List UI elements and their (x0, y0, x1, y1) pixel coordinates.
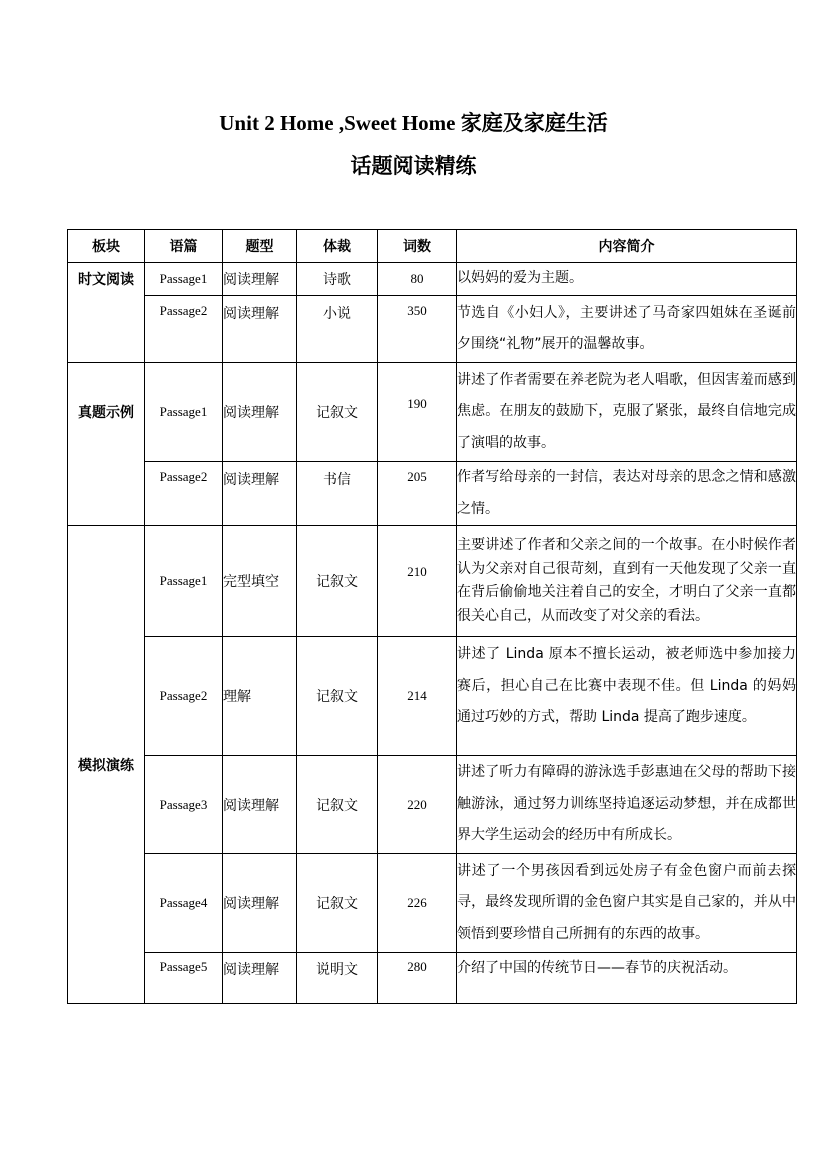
question-type-cell: 理解 (223, 637, 297, 756)
table-row (68, 263, 797, 296)
word-count-cell: 226 (378, 854, 457, 953)
passage-cell: Passage3 (145, 756, 223, 854)
word-count-cell: 280 (378, 953, 457, 1004)
reading-overview-table (67, 229, 797, 1004)
genre-cell: 记叙文 (297, 756, 378, 854)
table-row (68, 854, 797, 953)
summary-cell: 讲述了作者需要在养老院为老人唱歌，但因害羞而感到焦虑。在朋友的鼓励下，克服了紧张，最终自信地完成了演唱的故事。 (457, 363, 797, 462)
section-label: 时文阅读 (68, 263, 145, 363)
table-row (68, 363, 797, 462)
genre-cell: 记叙文 (297, 363, 378, 462)
table-row (68, 953, 797, 1004)
passage-cell: Passage4 (145, 854, 223, 953)
header-word-count: 词数 (378, 230, 457, 263)
summary-cell: 节选自《小妇人》，主要讲述了马奇家四姐妹在圣诞前夕围绕“礼物”展开的温馨故事。 (457, 296, 797, 363)
table-header-row (68, 230, 797, 263)
passage-cell: Passage2 (145, 296, 223, 363)
passage-cell: Passage2 (145, 462, 223, 526)
word-count-cell: 214 (378, 637, 457, 756)
word-count-cell: 210 (378, 526, 457, 637)
summary-cell: 以妈妈的爱为主题。 (457, 263, 797, 296)
table-row (68, 637, 797, 756)
summary-cell: 主要讲述了作者和父亲之间的一个故事。在小时候作者认为父亲对自己很苛刻，直到有一天他发现了父亲一直在背后偷偷地关注着自己的安全，才明白了父亲一直都很关心自己，从而改变了对父亲的看法。 (457, 526, 797, 637)
word-count-cell: 205 (378, 462, 457, 526)
genre-cell: 记叙文 (297, 637, 378, 756)
question-type-cell: 阅读理解 (223, 953, 297, 1004)
passage-cell: Passage1 (145, 263, 223, 296)
header-summary: 内容简介 (457, 230, 797, 263)
question-type-cell: 阅读理解 (223, 756, 297, 854)
question-type-cell: 阅读理解 (223, 263, 297, 296)
header-question-type: 题型 (223, 230, 297, 263)
summary-cell: 讲述了 Linda 原本不擅长运动，被老师选中参加接力赛后，担心自己在比赛中表现不佳。但 Linda 的妈妈通过巧妙的方式，帮助 Linda 提高了跑步速度。 (457, 637, 797, 756)
summary-cell: 讲述了一个男孩因看到远处房子有金色窗户而前去探寻，最终发现所谓的金色窗户其实是自己家的，并从中领悟到要珍惜自己所拥有的东西的故事。 (457, 854, 797, 953)
section-label: 模拟演练 (68, 526, 145, 1004)
document-subtitle: 话题阅读精练 (350, 154, 477, 178)
table-row (68, 526, 797, 637)
genre-cell: 记叙文 (297, 854, 378, 953)
header-passage: 语篇 (145, 230, 223, 263)
question-type-cell: 阅读理解 (223, 462, 297, 526)
summary-cell: 作者写给母亲的一封信，表达对母亲的思念之情和感激之情。 (457, 462, 797, 526)
genre-cell: 记叙文 (297, 526, 378, 637)
genre-cell: 小说 (297, 296, 378, 363)
word-count-cell: 80 (378, 263, 457, 296)
question-type-cell: 阅读理解 (223, 854, 297, 953)
passage-cell: Passage5 (145, 953, 223, 1004)
genre-cell: 书信 (297, 462, 378, 526)
word-count-cell: 350 (378, 296, 457, 363)
summary-cell: 讲述了听力有障碍的游泳选手彭惠迪在父母的帮助下接触游泳，通过努力训练坚持追逐运动梦想，并在成都世界大学生运动会的经历中有所成长。 (457, 756, 797, 854)
passage-cell: Passage1 (145, 363, 223, 462)
word-count-cell: 190 (378, 363, 457, 462)
table-row (68, 462, 797, 526)
question-type-cell: 完型填空 (223, 526, 297, 637)
question-type-cell: 阅读理解 (223, 363, 297, 462)
table-row (68, 756, 797, 854)
document-title: Unit 2 Home ,Sweet Home 家庭及家庭生活 (219, 111, 608, 135)
table-row (68, 296, 797, 363)
header-section: 板块 (68, 230, 145, 263)
genre-cell: 诗歌 (297, 263, 378, 296)
word-count-cell: 220 (378, 756, 457, 854)
question-type-cell: 阅读理解 (223, 296, 297, 363)
summary-cell: 介绍了中国的传统节日——春节的庆祝活动。 (457, 953, 797, 1004)
genre-cell: 说明文 (297, 953, 378, 1004)
passage-cell: Passage1 (145, 526, 223, 637)
header-genre: 体裁 (297, 230, 378, 263)
section-label: 真题示例 (68, 363, 145, 526)
passage-cell: Passage2 (145, 637, 223, 756)
